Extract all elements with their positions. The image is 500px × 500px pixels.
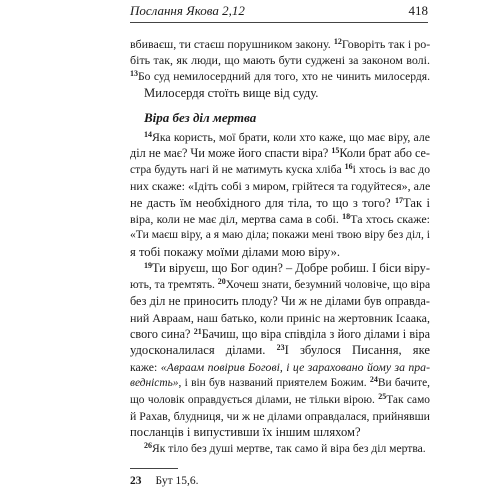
text-line: стра будуть нагі й не матимуть куска хліба $^{16}$і хтось із вас до [130,161,430,176]
text-line: віра, коли не має діл, мертва сама в собі. $^{18}$Та хтось скаже: [130,212,430,227]
text-line: ведність», і він був названий приятелем Божим. $^{24}$Ви бачите, [130,375,430,390]
text-line: діл не має? Чи може його спасти віра? $^{15}$Коли брат або се- [130,146,430,161]
text-line: $^{26}$Як тіло без душі мертве, так само й віра без діл мертва. [144,440,426,455]
text-line: $^{13}$Бо суд немилосердний для того, хто не чинить милосердя. [130,68,430,83]
verse-number: 15 [331,146,340,156]
verse-number: 17 [395,195,404,205]
quotation: «Авраам повірив Богові, і це зараховано йому за пра- [160,359,430,374]
verse-number: 19 [144,261,152,271]
running-header [130,3,428,21]
page-number: 418 [408,3,428,18]
verse-number: 16 [344,161,353,171]
text-line: Милосердя стоїть вище від суду. [144,86,319,101]
header-rule [130,22,428,23]
text-line: посланців і випустивши їх іншим шляхом? [130,425,361,440]
footnote-reference: Бут 15,6. [155,475,199,487]
text-line: $^{14}$Яка користь, мої брати, коли хто каже, що має віру, але [144,130,430,145]
text-line: свого сина? $^{21}$Бачиш, що віра співділа з його ділами і віра [130,326,430,341]
verse-number: 13 [130,68,138,78]
text-line: біть так, як люди, що мають бути суджені за законом волі. [130,53,430,68]
verse-number: 23 [276,343,285,353]
body-text [130,36,430,457]
text-line: що чоловік оправдується ділами, не тільки вірою. $^{25}$Так само [130,391,430,406]
verse-number: 12 [333,37,342,46]
text-line: «Ти маєш віру, а я маю діла; покажи мені твою віру без діл, і [130,228,430,242]
text-line: вбиваєш, ти стаєш порушником закону. $^{12}$Говоріть так і ро- [130,37,430,51]
section-heading: Віра без діл мертва [144,109,257,125]
text-line: не дасть їм необхідного для тіла, то що з того? $^{17}$Так і [130,195,430,210]
footnote-number: 23 [130,475,142,487]
text-line: ний Авраам, наш батько, коли приніс на жертовник Ісаака, [130,310,430,325]
text-line: без діл не приносить плоду? Чи ж не ділами був оправда- [130,294,430,309]
text-line: ють, та тремтять. $^{20}$Хочеш знати, безумний чоловіче, що віра [130,276,430,291]
running-header-title: Послання Якова 2,12 [130,3,245,18]
verse-number: 18 [342,212,351,222]
text-line: них скаже: «Ідіть собі з миром, грійтеся та годуйтеся», але [130,179,430,194]
quotation: ведність» [130,377,179,390]
verse-number: 24 [369,375,378,385]
text-line: удосконалилася ділами. $^{23}$І збулося Писання, яке [130,343,430,358]
verse-number: 20 [217,276,226,286]
text-line: каже: «Авраам повірив Богові, і це зараховано йому за пра- [130,359,430,374]
text-line: я тобі покажу моїми ділами мою віру». [130,244,341,259]
verse-number: 14 [144,130,152,140]
footnote-rule [130,468,178,469]
footnote [130,475,198,487]
verse-number: 21 [193,326,202,336]
verse-number: 26 [144,440,152,450]
verse-number: 25 [378,391,387,401]
text-line: й Рахав, блудниця, чи ж не ділами оправдалася, прийнявши [130,408,430,423]
text-line: $^{19}$Ти віруєш, що Бог один? – Добре робиш. І біси віру- [144,261,430,276]
